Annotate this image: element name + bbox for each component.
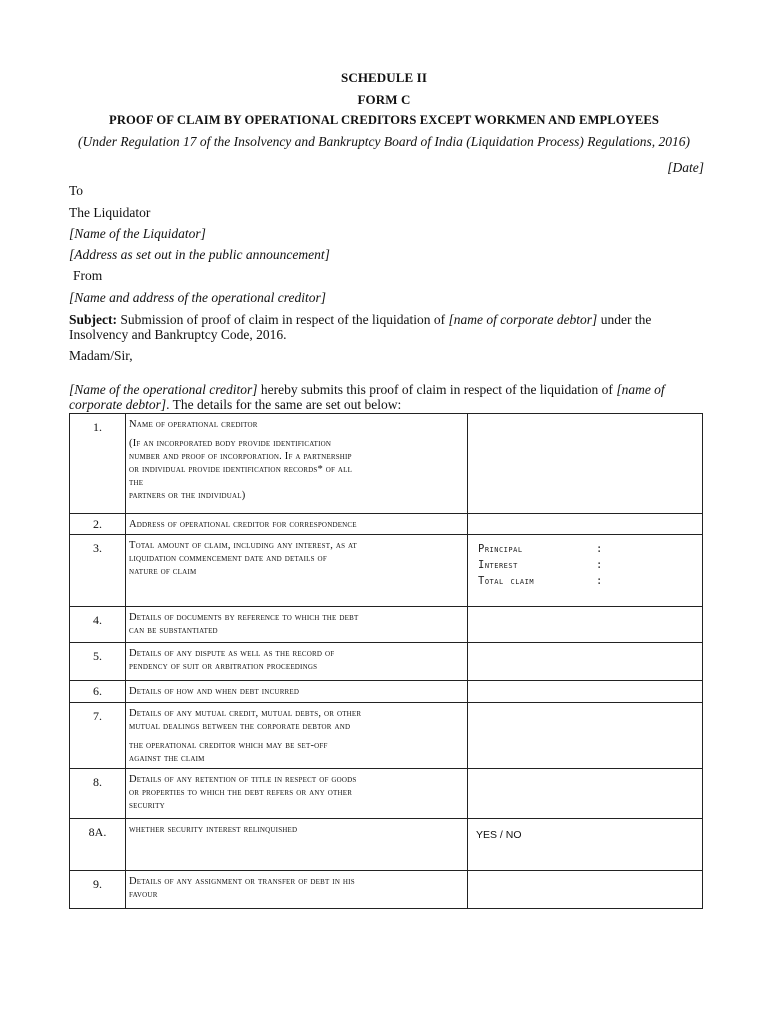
assignment-transfer-field[interactable] <box>468 871 703 909</box>
debt-incurred-field[interactable] <box>468 681 703 703</box>
intro-line-2 <box>69 397 401 413</box>
creditor-name-address-placeholder: [Name and address of the operational creditor] <box>69 290 326 305</box>
row-description <box>126 703 468 769</box>
row-number: 2. <box>70 514 126 535</box>
principal-colon: : <box>596 543 603 555</box>
row-description <box>126 871 468 909</box>
claim-breakdown <box>478 541 696 589</box>
row-number: 1. <box>70 414 126 514</box>
subject-text-1: Submission of proof of claim in respect of the liquidation of <box>117 312 449 327</box>
row-text-line: Name of operational creditor <box>129 419 258 430</box>
documents-field[interactable] <box>468 607 703 643</box>
liquidator-address-placeholder: [Address as set out in the public announcement] <box>69 247 330 262</box>
intro-debtor-placeholder-1: [name of <box>616 382 665 397</box>
row-description <box>126 681 468 703</box>
intro-text-2: . The details for the same are set out below: <box>166 397 402 412</box>
table-row <box>70 535 703 607</box>
form-title: PROOF OF CLAIM BY OPERATIONAL CREDITORS EXCEPT WORKMEN AND EMPLOYEES <box>109 113 659 127</box>
creditor-address-field[interactable] <box>468 514 703 535</box>
row-text-line: liquidation commencement date and details of <box>129 553 327 564</box>
subject-label: Subject: <box>69 312 117 327</box>
table-row <box>70 681 703 703</box>
row-text-line: Details of any dispute as well as the record of <box>129 648 335 659</box>
liquidator-name-placeholder: [Name of the Liquidator] <box>69 226 206 241</box>
claim-amount-field[interactable] <box>468 535 703 607</box>
total-claim-label: Total claim <box>478 575 535 587</box>
table-row <box>70 819 703 871</box>
row-text-line: whether security interest relinquished <box>129 824 298 835</box>
row-number: 6. <box>70 681 126 703</box>
row-text-line: can be substantiated <box>129 625 218 636</box>
row-text-line: against the claim <box>129 753 205 764</box>
row-number: 8. <box>70 769 126 819</box>
row-text-line: security <box>129 800 165 811</box>
subject-text-2: under the <box>597 312 652 327</box>
row-number: 5. <box>70 643 126 681</box>
row-text-line: number and proof of incorporation. If a partnership <box>129 451 352 462</box>
row-description <box>126 607 468 643</box>
table-row <box>70 514 703 535</box>
row-number: 7. <box>70 703 126 769</box>
interest-label: Interest <box>478 559 518 571</box>
to-label: To <box>69 183 84 198</box>
row-description <box>126 643 468 681</box>
row-description <box>126 514 468 535</box>
liquidator-label: The Liquidator <box>69 205 151 220</box>
row-text-line: Details of any assignment or transfer of debt in his <box>129 876 355 887</box>
table-row <box>70 871 703 909</box>
row-text-line: the <box>129 477 144 488</box>
row-text-line: Details of any retention of title in respect of goods <box>129 774 357 785</box>
form-heading: FORM C <box>357 92 411 107</box>
creditor-name-field[interactable] <box>468 414 703 514</box>
subject-line-2: Insolvency and Bankruptcy Code, 2016. <box>69 327 287 342</box>
row-description <box>126 819 468 871</box>
salutation: Madam/Sir, <box>69 348 133 363</box>
table-row <box>70 769 703 819</box>
row-text-line: partners or the individual) <box>129 490 246 501</box>
row-text-line: Details of any mutual credit, mutual debts, or other <box>129 708 362 719</box>
row-text-line: mutual dealings between the corporate debtor and <box>129 721 351 732</box>
retention-of-title-field[interactable] <box>468 769 703 819</box>
intro-text-1: hereby submits this proof of claim in respect of the liquidation of <box>257 382 617 397</box>
row-text-line: Total amount of claim, including any interest, as at <box>129 540 357 551</box>
yes-no-option[interactable]: YES / NO <box>476 829 522 841</box>
row-text-line: favour <box>129 889 158 900</box>
row-number: 4. <box>70 607 126 643</box>
row-text-line: or properties to which the debt refers or any other <box>129 787 353 798</box>
subject-line <box>69 312 651 328</box>
row-text-line: (If an incorporated body provide identification <box>129 438 332 449</box>
row-description <box>126 769 468 819</box>
row-text-line: Details of how and when debt incurred <box>129 686 300 697</box>
schedule-heading: SCHEDULE II <box>341 70 427 85</box>
row-text-line: Details of documents by reference to which the debt <box>129 612 359 623</box>
row-text-line: the operational creditor which may be set-off <box>129 740 328 751</box>
row-text-line: or individual provide identification records* of all <box>129 464 353 475</box>
from-label: From <box>73 268 103 283</box>
dispute-field[interactable] <box>468 643 703 681</box>
row-number: 9. <box>70 871 126 909</box>
intro-line-1 <box>69 382 665 398</box>
table-row <box>70 607 703 643</box>
row-number: 8A. <box>70 819 126 871</box>
mutual-dealings-field[interactable] <box>468 703 703 769</box>
table-row <box>70 703 703 769</box>
claim-details-table <box>69 413 703 909</box>
subject-debtor-placeholder: [name of corporate debtor] <box>448 312 598 327</box>
date-placeholder: [Date] <box>667 160 704 175</box>
table-row <box>70 414 703 514</box>
row-text-line: nature of claim <box>129 566 197 577</box>
intro-creditor-placeholder: [Name of the operational creditor] <box>69 382 258 397</box>
interest-colon: : <box>596 559 603 571</box>
row-description <box>126 414 468 514</box>
table-row <box>70 643 703 681</box>
form-subtitle: (Under Regulation 17 of the Insolvency and Bankruptcy Board of India (Liquidation Process) Regulations, 2016) <box>77 134 691 149</box>
total-claim-colon: : <box>596 575 603 587</box>
principal-label: Principal <box>478 543 523 555</box>
row-text-line: pendency of suit or arbitration proceedings <box>129 661 318 672</box>
row-text-line: Address of operational creditor for correspondence <box>129 519 357 530</box>
row-description <box>126 535 468 607</box>
row-number: 3. <box>70 535 126 607</box>
security-relinquished-field[interactable] <box>468 819 703 871</box>
intro-debtor-placeholder-2: corporate debtor] <box>69 397 167 412</box>
